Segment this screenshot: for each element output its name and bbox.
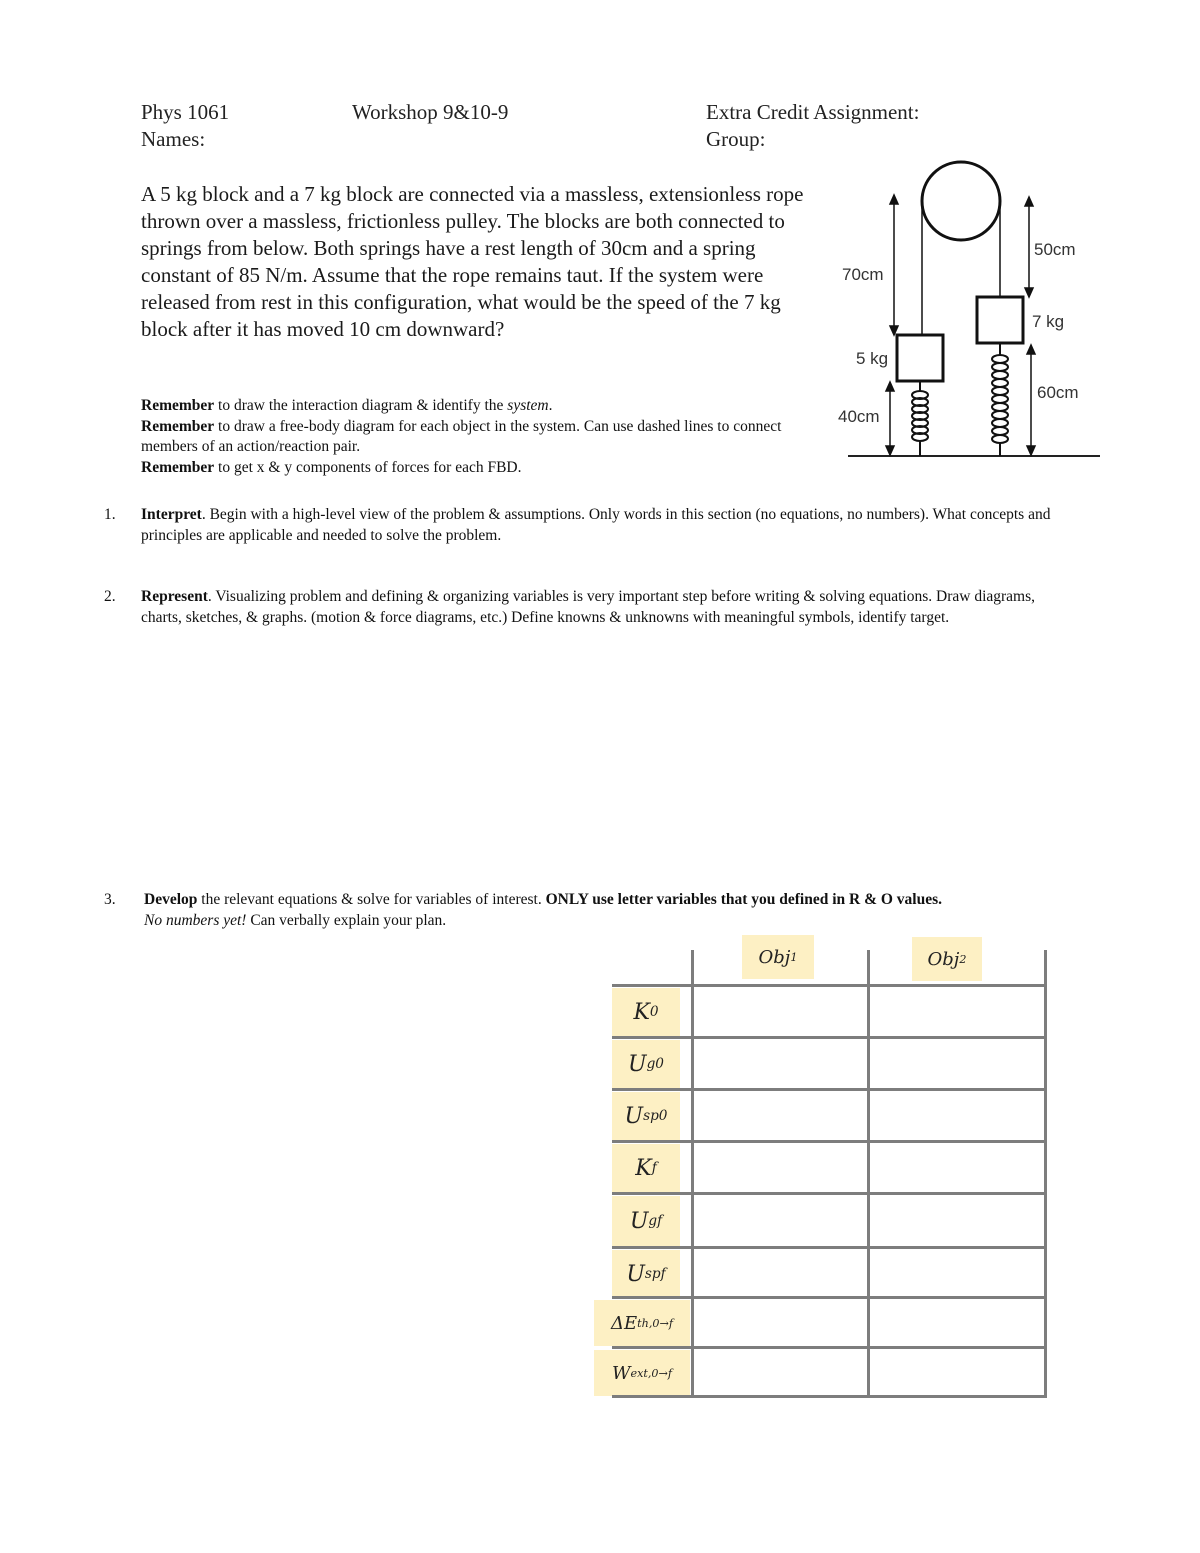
label-70cm: 70cm bbox=[842, 265, 884, 284]
table-vline bbox=[867, 950, 870, 1398]
step-number: 1. bbox=[104, 506, 116, 523]
reminder-2: Remember to draw a free-body diagram for each object in the system. Can use dashed lines to connect members of an action/reaction pair. bbox=[141, 417, 782, 455]
reminder-1: Remember to draw the interaction diagram & identify the system. bbox=[141, 397, 553, 414]
cell-obj2-Wext[interactable] bbox=[871, 1350, 1043, 1394]
cell-obj1-Kf[interactable] bbox=[695, 1144, 866, 1191]
cell-obj1-Ug0[interactable] bbox=[695, 1040, 866, 1087]
dim-arrow-50cm bbox=[1025, 197, 1033, 297]
assignment-title: Extra Credit Assignment: bbox=[706, 100, 920, 124]
cell-obj2-K0[interactable] bbox=[871, 988, 1043, 1035]
table-hline bbox=[612, 1296, 1047, 1299]
reminders bbox=[141, 396, 831, 478]
names-label: Names: bbox=[141, 127, 206, 151]
column-header-obj2: Obj 2 bbox=[912, 937, 982, 981]
block-5kg bbox=[897, 335, 943, 381]
table-hline bbox=[612, 1088, 1047, 1091]
step-number: 3. bbox=[104, 891, 116, 908]
spring-right bbox=[992, 343, 1008, 456]
cell-obj2-Ugf[interactable] bbox=[871, 1196, 1043, 1245]
workshop-title: Workshop 9&10-9 bbox=[352, 100, 509, 124]
cell-obj1-delta-Eth[interactable] bbox=[695, 1300, 866, 1345]
row-header-Uspf: U spf bbox=[612, 1250, 680, 1298]
dim-arrow-70cm bbox=[890, 195, 898, 335]
row-header-Ug0: U g0 bbox=[612, 1040, 680, 1088]
step-body: Interpret. Begin with a high-level view of the problem & assumptions. Only words in this section (no equations, no numbers). What concepts and principles are applicable and needed to solve the problem. bbox=[141, 506, 1051, 544]
pulley-spring-diagram bbox=[820, 155, 1105, 465]
block-7kg bbox=[977, 297, 1023, 343]
dim-arrow-40cm bbox=[886, 382, 894, 455]
table-hline bbox=[612, 1346, 1047, 1349]
problem-statement: A 5 kg block and a 7 kg block are connected via a massless, extensionless rope thrown over a massless, frictionless pulley. The blocks are both connected to springs from below. Both springs have a rest length of 30cm and a spring constant of 85 N/m. Assume that the rope remains taut. If the system were released from rest in this configuration, what would be the speed of the 7 kg block after it has moved 10 cm downward? bbox=[141, 182, 804, 341]
cell-obj2-Usp0[interactable] bbox=[871, 1092, 1043, 1139]
label-7kg: 7 kg bbox=[1032, 312, 1065, 331]
table-hline bbox=[612, 1395, 1047, 1398]
spring-left bbox=[912, 381, 928, 456]
cell-obj2-Ug0[interactable] bbox=[871, 1040, 1043, 1087]
table-hline bbox=[612, 1140, 1047, 1143]
row-header-Ugf: U gf bbox=[612, 1196, 680, 1246]
row-header-Wext: W ext,0→f bbox=[594, 1350, 690, 1396]
cell-obj1-Wext[interactable] bbox=[695, 1350, 866, 1394]
row-header-Kf: K f bbox=[612, 1144, 680, 1192]
cell-obj2-Uspf[interactable] bbox=[871, 1250, 1043, 1295]
table-hline bbox=[612, 984, 1047, 987]
reminder-3: Remember to get x & y components of forces for each FBD. bbox=[141, 458, 522, 476]
table-vline bbox=[691, 950, 694, 1398]
step-number: 2. bbox=[104, 588, 116, 605]
step-body: Represent. Visualizing problem and defining & organizing variables is very important step before writing & solving equations. Draw diagrams, charts, sketches, & graphs. (motion & force diagrams, etc.) Define knowns & unknowns with meaningful symbols, identify target. bbox=[141, 588, 1036, 626]
cell-obj2-delta-Eth[interactable] bbox=[871, 1300, 1043, 1345]
step-body: Develop the relevant equations & solve for variables of interest. ONLY use letter variables that you defined in R & O values. No numbers yet! Can verbally explain your plan. bbox=[144, 891, 943, 929]
row-header-K0: K 0 bbox=[612, 988, 680, 1036]
table-hline bbox=[612, 1036, 1047, 1039]
table-vline bbox=[1044, 950, 1047, 1398]
group-label: Group: bbox=[706, 127, 766, 151]
cell-obj1-K0[interactable] bbox=[695, 988, 866, 1035]
table-hline bbox=[612, 1246, 1047, 1249]
cell-obj1-Uspf[interactable] bbox=[695, 1250, 866, 1295]
label-60cm: 60cm bbox=[1037, 383, 1079, 402]
table-hline bbox=[612, 1192, 1047, 1195]
cell-obj2-Kf[interactable] bbox=[871, 1144, 1043, 1191]
label-40cm: 40cm bbox=[838, 407, 880, 426]
cell-obj1-Usp0[interactable] bbox=[695, 1092, 866, 1139]
row-header-delta-Eth: ΔE th,0→f bbox=[594, 1300, 690, 1346]
row-header-Usp0: U sp0 bbox=[612, 1092, 680, 1140]
cell-obj1-Ugf[interactable] bbox=[695, 1196, 866, 1245]
pulley bbox=[922, 162, 1000, 240]
label-5kg: 5 kg bbox=[856, 349, 889, 368]
dim-arrow-60cm bbox=[1027, 345, 1035, 455]
course-title: Phys 1061 bbox=[141, 100, 230, 124]
column-header-obj1: Obj 1 bbox=[742, 935, 814, 979]
label-50cm: 50cm bbox=[1034, 240, 1076, 259]
